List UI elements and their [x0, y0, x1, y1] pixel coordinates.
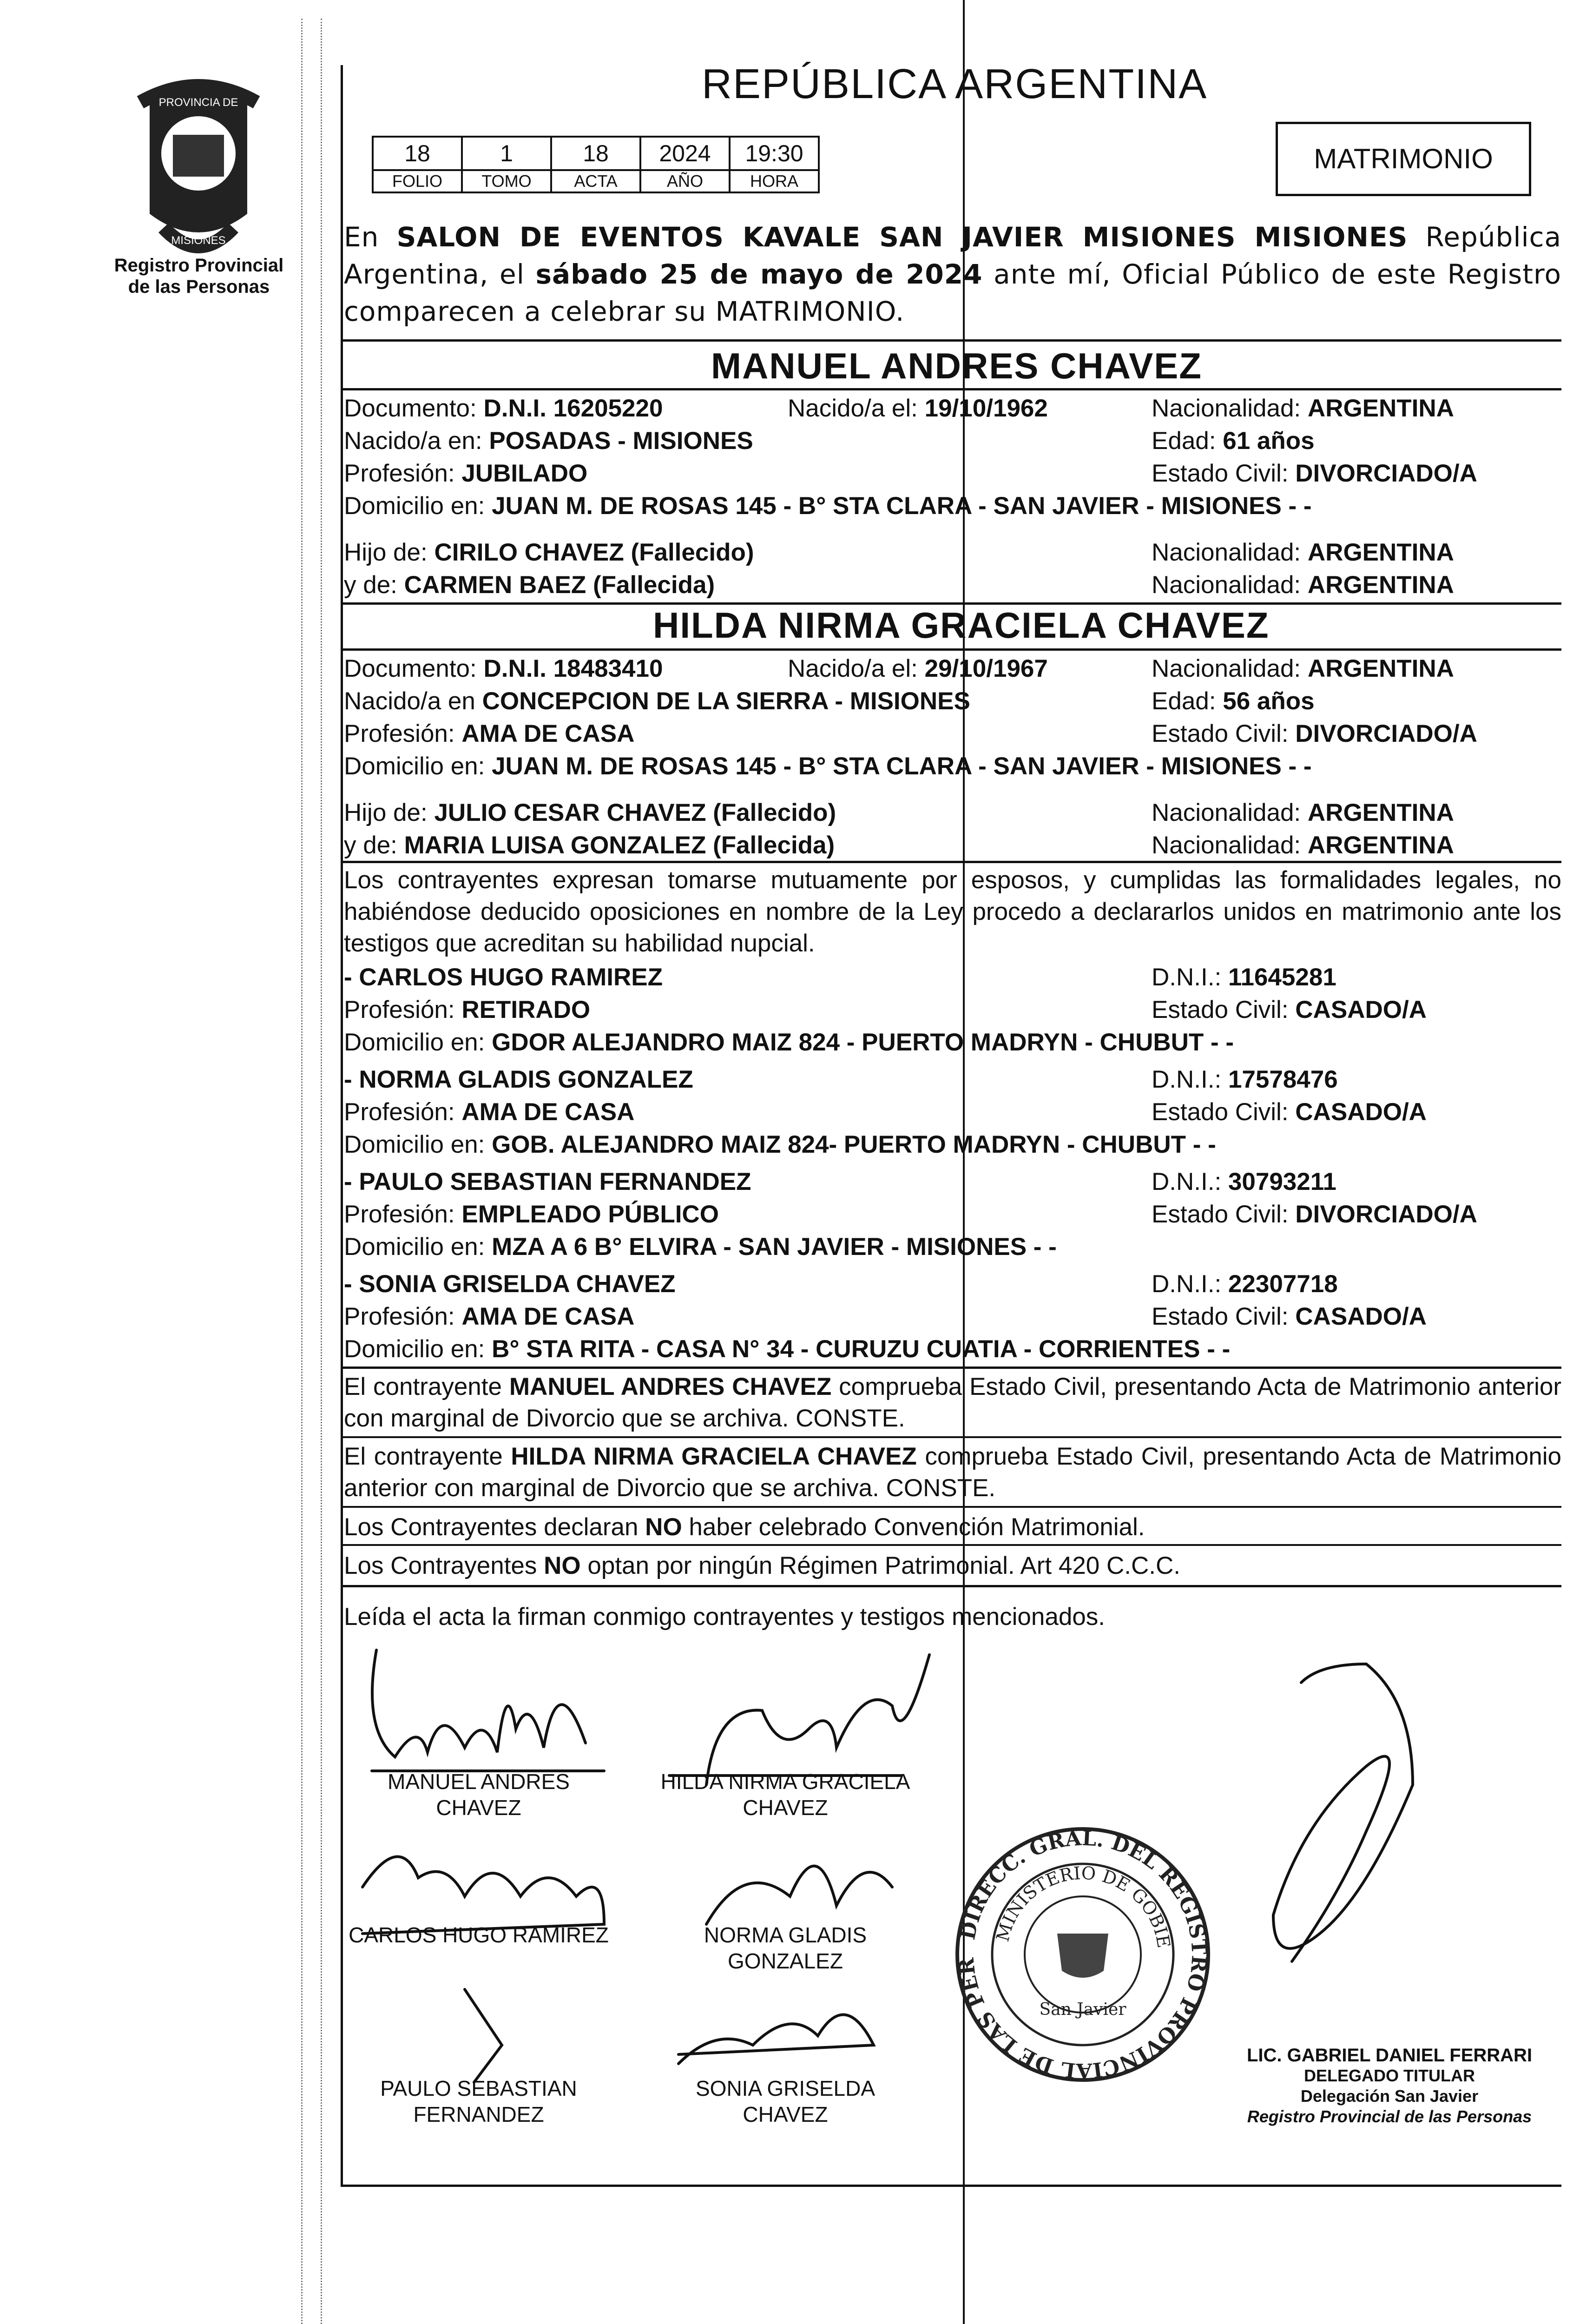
- seal-outer-text: DIRECC. GRAL. DEL REGISTRO PROVINCIAL DE LAS PER: [955, 1826, 1211, 2083]
- witness4-dni: D.N.I.: 22307718: [1152, 1270, 1338, 1298]
- note-regime: Los Contrayentes NO optan por ningún Régimen Patrimonial. Art 420 C.C.C.: [344, 1552, 1180, 1579]
- province-logo: [122, 74, 275, 270]
- divider: [341, 1544, 1561, 1546]
- declaration-paragraph: Los contrayentes expresan tomarse mutuamente por esposos, y cumplidas las formalidades legales, no habiéndose deducido oposiciones en nombre de la Ley procedo a declararlos unidos en matrimonio ante los testigos que acreditan su habilidad nupcial.: [344, 866, 1561, 957]
- witness2-dni: D.N.I.: 17578476: [1152, 1066, 1338, 1093]
- logo-text-bottom: MISIONES: [171, 234, 226, 247]
- witness3-dni: D.N.I.: 30793211: [1152, 1168, 1336, 1195]
- signature-scribble: [372, 1650, 586, 1757]
- spouse1-profession: Profesión: JUBILADO: [344, 460, 588, 487]
- year-value: 2024: [640, 137, 730, 170]
- witness1-dni: D.N.I.: 11645281: [1152, 964, 1336, 991]
- spouse1-birthdate: Nacido/a el: 19/10/1962: [788, 395, 1048, 422]
- note-spouse1: El contrayente MANUEL ANDRES CHAVEZ comprueba Estado Civil, presentando Acta de Matrimonio anterior con marginal de Divorcio que se archiva. CONSTE.: [344, 1373, 1561, 1432]
- spouse1-birthplace: Nacido/a en: POSADAS - MISIONES: [344, 427, 753, 455]
- signature-scribble: [678, 2015, 874, 2064]
- spouse2-mother: y de: MARIA LUISA GONZALEZ (Fallecida): [344, 832, 835, 859]
- witness1-civil-status: Estado Civil: CASADO/A: [1152, 996, 1427, 1023]
- hora-value: 19:30: [730, 137, 819, 170]
- frame-left-border: [341, 65, 343, 2187]
- spouse1-mother-nationality: Nacionalidad: ARGENTINA: [1152, 571, 1454, 599]
- signature-label-paulo: PAULO SEBASTIAN FERNANDEZ: [380, 2076, 577, 2126]
- signature-label-norma: NORMA GLADIS GONZALEZ: [704, 1923, 867, 1973]
- witness1-address: Domicilio en: GDOR ALEJANDRO MAIZ 824 - PUERTO MADRYN - CHUBUT - -: [344, 1029, 1234, 1056]
- ceremony-place: SALON DE EVENTOS KAVALE SAN JAVIER MISIONES MISIONES: [396, 221, 1408, 253]
- logo-caption: [106, 255, 292, 297]
- year-label: AÑO: [640, 170, 730, 192]
- witness4-address: Domicilio en: B° STA RITA - CASA N° 34 - CURUZU CUATIA - CORRIENTES - -: [344, 1335, 1231, 1363]
- divider: [341, 1436, 1561, 1438]
- acta-label: ACTA: [551, 170, 640, 192]
- spouse1-father: Hijo de: CIRILO CHAVEZ (Fallecido): [344, 539, 754, 566]
- tomo-label: TOMO: [462, 170, 551, 192]
- officer-title: DELEGADO TITULAR: [1304, 2066, 1475, 2085]
- spouse2-document: Documento: D.N.I. 18483410: [344, 655, 663, 682]
- divider: [341, 1585, 1561, 1587]
- spouse1-father-nationality: Nacionalidad: ARGENTINA: [1152, 539, 1454, 566]
- officer-registry: Registro Provincial de las Personas: [1247, 2107, 1532, 2126]
- witness3-name: - PAULO SEBASTIAN FERNANDEZ: [344, 1168, 751, 1195]
- witness2-civil-status: Estado Civil: CASADO/A: [1152, 1098, 1427, 1126]
- divider: [341, 1506, 1561, 1508]
- spouse1-mother: y de: CARMEN BAEZ (Fallecida): [344, 571, 715, 599]
- note-convention: Los Contrayentes declaran NO haber celebrado Convención Matrimonial.: [344, 1513, 1145, 1541]
- margin-guide: [321, 19, 322, 2324]
- folio-value: 18: [373, 137, 462, 170]
- witness4-name: - SONIA GRISELDA CHAVEZ: [344, 1270, 676, 1298]
- witness2-profession: Profesión: AMA DE CASA: [344, 1098, 635, 1126]
- witness4-civil-status: Estado Civil: CASADO/A: [1152, 1303, 1427, 1330]
- closing-statement: Leída el acta la firman conmigo contrayentes y testigos mencionados.: [344, 1603, 1106, 1631]
- spouse1-age: Edad: 61 años: [1152, 427, 1315, 455]
- signature-label-manuel: MANUEL ANDRES CHAVEZ: [388, 1769, 570, 1820]
- spouse2-father: Hijo de: JULIO CESAR CHAVEZ (Fallecido): [344, 799, 836, 826]
- witness3-address: Domicilio en: MZA A 6 B° ELVIRA - SAN JAVIER - MISIONES - -: [344, 1233, 1057, 1261]
- divider: [341, 861, 1561, 863]
- spouse2-address: Domicilio en: JUAN M. DE ROSAS 145 - B° STA CLARA - SAN JAVIER - MISIONES - -: [344, 753, 1312, 780]
- spouse2-mother-nationality: Nacionalidad: ARGENTINA: [1152, 832, 1454, 859]
- country-title: REPÚBLICA ARGENTINA: [702, 61, 1208, 107]
- witness3-civil-status: Estado Civil: DIVORCIADO/A: [1152, 1201, 1477, 1228]
- tomo-value: 1: [462, 137, 551, 170]
- spouse2-civil-status: Estado Civil: DIVORCIADO/A: [1152, 720, 1477, 747]
- seal-center-text: San Javier: [1039, 2000, 1126, 2019]
- record-table: [372, 136, 820, 193]
- signature-label-carlos: CARLOS HUGO RAMIREZ: [349, 1923, 609, 1947]
- seal-inner-text: MINISTERIO DE GOBIE: [992, 1862, 1174, 1949]
- witness2-name: - NORMA GLADIS GONZALEZ: [344, 1066, 693, 1093]
- witness1-name: - CARLOS HUGO RAMIREZ: [344, 964, 663, 991]
- spouse1-name: MANUEL ANDRES CHAVEZ: [711, 345, 1202, 386]
- intro-text-3: ante mí, Oficial Público de este Registro comparecen a celebrar su MATRIMONIO.: [344, 258, 1561, 327]
- ceremony-date: sábado 25 de mayo de 2024: [535, 258, 983, 290]
- acta-value: 18: [551, 137, 640, 170]
- spouse1-address: Domicilio en: JUAN M. DE ROSAS 145 - B° STA CLARA - SAN JAVIER - MISIONES - -: [344, 492, 1312, 520]
- spouse2-profession: Profesión: AMA DE CASA: [344, 720, 635, 747]
- spouse2-nationality: Nacionalidad: ARGENTINA: [1152, 655, 1454, 682]
- signature-label-sonia: SONIA GRISELDA CHAVEZ: [695, 2076, 875, 2126]
- spouse2-age: Edad: 56 años: [1152, 687, 1315, 715]
- intro-text-1: En: [344, 221, 397, 253]
- divider: [341, 648, 1561, 651]
- spouse1-civil-status: Estado Civil: DIVORCIADO/A: [1152, 460, 1477, 487]
- intro-text-2: República Argentina, el: [344, 221, 1561, 290]
- divider: [341, 339, 1561, 342]
- signature-scribble: [1273, 1664, 1413, 1961]
- spouse2-name: HILDA NIRMA GRACIELA CHAVEZ: [653, 605, 1270, 646]
- witness4-profession: Profesión: AMA DE CASA: [344, 1303, 635, 1330]
- divider: [341, 1367, 1561, 1369]
- signature-scribble: [465, 1989, 502, 2082]
- signature-label-hilda: HILDA NIRMA GRACIELA CHAVEZ: [660, 1769, 910, 1820]
- witness3-profession: Profesión: EMPLEADO PÚBLICO: [344, 1201, 719, 1228]
- spouse2-father-nationality: Nacionalidad: ARGENTINA: [1152, 799, 1454, 826]
- margin-guide: [301, 19, 303, 2324]
- spouse1-nationality: Nacionalidad: ARGENTINA: [1152, 395, 1454, 422]
- divider: [341, 388, 1561, 390]
- witness1-profession: Profesión: RETIRADO: [344, 996, 591, 1023]
- officer-office: Delegación San Javier: [1300, 2086, 1479, 2106]
- frame-bottom-border: [341, 2185, 1561, 2187]
- officer-name: LIC. GABRIEL DANIEL FERRARI: [1246, 2045, 1533, 2066]
- logo-text-top: PROVINCIA DE: [158, 96, 238, 109]
- logo-caption-line1: Registro Provincial: [114, 255, 284, 276]
- officer-block: [1236, 2045, 1543, 2127]
- note-spouse2: El contrayente HILDA NIRMA GRACIELA CHAVEZ comprueba Estado Civil, presentando Acta de Matrimonio anterior con marginal de Divorcio que se archiva. CONSTE.: [344, 1443, 1561, 1502]
- spouse1-document: Documento: D.N.I. 16205220: [344, 395, 663, 422]
- spouse2-birthdate: Nacido/a el: 29/10/1967: [788, 655, 1048, 682]
- spouse2-birthplace: Nacido/a en CONCEPCION DE LA SIERRA - MISIONES: [344, 687, 970, 715]
- signature-scribble: [706, 1866, 892, 1924]
- signature-scribble: [706, 1655, 929, 1785]
- witness2-address: Domicilio en: GOB. ALEJANDRO MAIZ 824- PUERTO MADRYN - CHUBUT - -: [344, 1131, 1216, 1158]
- hora-label: HORA: [730, 170, 819, 192]
- folio-label: FOLIO: [373, 170, 462, 192]
- official-seal: [950, 1822, 1215, 2087]
- logo-caption-line2: de las Personas: [128, 277, 270, 297]
- act-type-box: MATRIMONIO: [1276, 122, 1531, 196]
- intro-paragraph: [344, 218, 1561, 330]
